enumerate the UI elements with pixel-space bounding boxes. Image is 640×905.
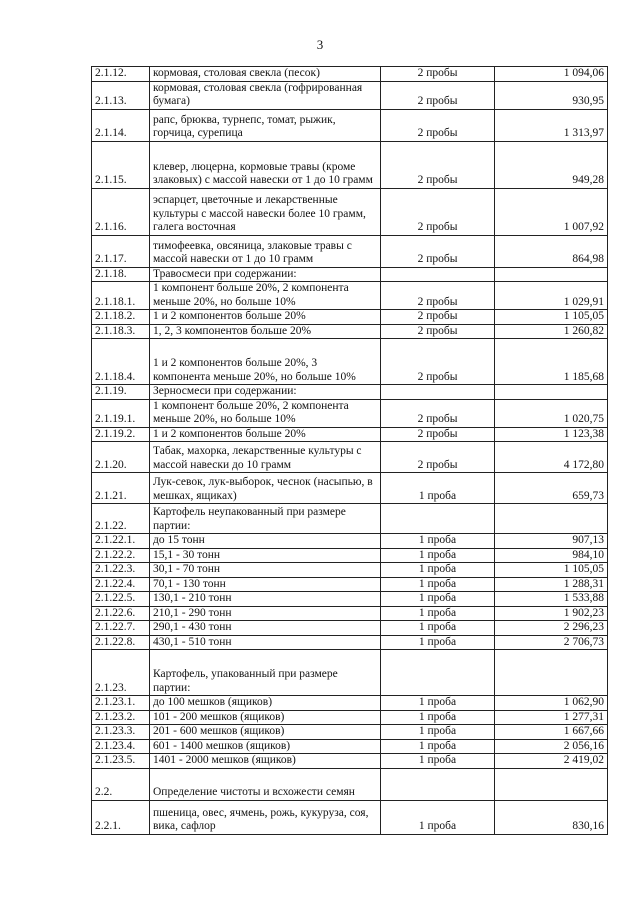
row-quantity: 1 проба (381, 534, 495, 549)
row-name: 430,1 - 510 тонн (150, 635, 381, 650)
row-price: 907,13 (495, 534, 608, 549)
table-row (92, 635, 608, 650)
table-row (92, 577, 608, 592)
table-row (92, 385, 608, 400)
row-name: Травосмеси при содержании: (150, 267, 381, 282)
row-price (495, 650, 608, 696)
row-name: тимофеевка, овсяница, злаковые травы с массой навески от 1 до 10 грамм (150, 235, 381, 267)
row-quantity: 1 проба (381, 473, 495, 504)
table-row (92, 504, 608, 534)
row-quantity (381, 267, 495, 282)
row-price: 1 185,68 (495, 339, 608, 385)
row-quantity (381, 504, 495, 534)
row-quantity: 2 пробы (381, 67, 495, 82)
row-code: 2.2.1. (92, 800, 150, 834)
table-row (92, 696, 608, 711)
table-row (92, 324, 608, 339)
row-name: Картофель неупакованный при размере партии: (150, 504, 381, 534)
table-row (92, 67, 608, 82)
row-name: рапс, брюква, турнепс, томат, рыжик, горчица, сурепица (150, 109, 381, 141)
row-name: Определение чистоты и всхожести семян (150, 768, 381, 800)
row-code: 2.1.18.1. (92, 282, 150, 310)
row-price: 1 105,05 (495, 563, 608, 578)
row-code: 2.1.22.5. (92, 592, 150, 607)
table-row (92, 768, 608, 800)
row-quantity: 2 пробы (381, 141, 495, 188)
row-code: 2.1.14. (92, 109, 150, 141)
row-quantity: 2 пробы (381, 282, 495, 310)
row-name: 1 и 2 компонентов больше 20%, 3 компонента меньше 20%, но больше 10% (150, 339, 381, 385)
row-quantity: 2 пробы (381, 442, 495, 473)
table-row (92, 427, 608, 442)
row-name: 1401 - 2000 мешков (ящиков) (150, 754, 381, 769)
row-code: 2.1.23. (92, 650, 150, 696)
row-code: 2.1.23.5. (92, 754, 150, 769)
row-name: кормовая, столовая свекла (песок) (150, 67, 381, 82)
row-price: 1 667,66 (495, 725, 608, 740)
row-quantity: 1 проба (381, 592, 495, 607)
table-row (92, 188, 608, 235)
row-price: 1 533,88 (495, 592, 608, 607)
table-row (92, 339, 608, 385)
row-name: 30,1 - 70 тонн (150, 563, 381, 578)
row-price: 2 296,23 (495, 621, 608, 636)
row-code: 2.1.12. (92, 67, 150, 82)
row-price (495, 267, 608, 282)
row-name: кормовая, столовая свекла (гофрированная бумага) (150, 81, 381, 109)
row-price: 2 419,02 (495, 754, 608, 769)
row-price: 1 007,92 (495, 188, 608, 235)
row-quantity: 1 проба (381, 739, 495, 754)
row-name: 130,1 - 210 тонн (150, 592, 381, 607)
row-code: 2.2. (92, 768, 150, 800)
row-code: 2.1.20. (92, 442, 150, 473)
row-price: 2 056,16 (495, 739, 608, 754)
row-code: 2.1.22.4. (92, 577, 150, 592)
row-code: 2.1.23.4. (92, 739, 150, 754)
row-code: 2.1.18.2. (92, 310, 150, 325)
row-quantity: 2 пробы (381, 399, 495, 427)
row-quantity: 2 пробы (381, 188, 495, 235)
row-name: Зерносмеси при содержании: (150, 385, 381, 400)
table-row (92, 534, 608, 549)
table-row (92, 739, 608, 754)
row-name: 290,1 - 430 тонн (150, 621, 381, 636)
table-row (92, 141, 608, 188)
row-code: 2.1.22.3. (92, 563, 150, 578)
row-price (495, 504, 608, 534)
row-code: 2.1.23.1. (92, 696, 150, 711)
row-quantity: 1 проба (381, 635, 495, 650)
row-name: клевер, люцерна, кормовые травы (кроме злаковых) с массой навески от 1 до 10 грамм (150, 141, 381, 188)
row-price: 830,16 (495, 800, 608, 834)
row-quantity: 1 проба (381, 621, 495, 636)
row-code: 2.1.22.2. (92, 548, 150, 563)
table-row (92, 235, 608, 267)
table-row (92, 81, 608, 109)
row-price: 984,10 (495, 548, 608, 563)
row-code: 2.1.22.1. (92, 534, 150, 549)
row-code: 2.1.22. (92, 504, 150, 534)
row-quantity: 2 пробы (381, 235, 495, 267)
row-code: 2.1.18. (92, 267, 150, 282)
table-row (92, 606, 608, 621)
row-price: 2 706,73 (495, 635, 608, 650)
row-code: 2.1.13. (92, 81, 150, 109)
row-code: 2.1.19.2. (92, 427, 150, 442)
row-price: 1 277,31 (495, 710, 608, 725)
row-quantity: 2 пробы (381, 81, 495, 109)
table-row (92, 710, 608, 725)
row-code: 2.1.19.1. (92, 399, 150, 427)
row-price: 1 094,06 (495, 67, 608, 82)
row-quantity (381, 650, 495, 696)
row-price: 949,28 (495, 141, 608, 188)
row-quantity: 1 проба (381, 800, 495, 834)
page-number: 3 (316, 37, 324, 52)
table-row (92, 310, 608, 325)
table-row (92, 800, 608, 834)
row-price: 1 123,38 (495, 427, 608, 442)
row-code: 2.1.18.4. (92, 339, 150, 385)
row-name: 210,1 - 290 тонн (150, 606, 381, 621)
table-row (92, 754, 608, 769)
row-price: 1 313,97 (495, 109, 608, 141)
row-code: 2.1.15. (92, 141, 150, 188)
row-quantity: 1 проба (381, 725, 495, 740)
row-quantity (381, 768, 495, 800)
row-code: 2.1.22.6. (92, 606, 150, 621)
row-price: 659,73 (495, 473, 608, 504)
row-code: 2.1.17. (92, 235, 150, 267)
table-row (92, 109, 608, 141)
row-name: 101 - 200 мешков (ящиков) (150, 710, 381, 725)
row-name: 601 - 1400 мешков (ящиков) (150, 739, 381, 754)
row-code: 2.1.23.3. (92, 725, 150, 740)
table-row (92, 473, 608, 504)
row-price: 1 902,23 (495, 606, 608, 621)
table-row (92, 650, 608, 696)
row-name: Лук-севок, лук-выборок, чеснок (насыпью, в мешках, ящиках) (150, 473, 381, 504)
row-name: до 15 тонн (150, 534, 381, 549)
row-quantity: 2 пробы (381, 310, 495, 325)
row-name: 1 компонент больше 20%, 2 компонента меньше 20%, но больше 10% (150, 399, 381, 427)
row-quantity: 1 проба (381, 710, 495, 725)
row-name: 201 - 600 мешков (ящиков) (150, 725, 381, 740)
row-name: 15,1 - 30 тонн (150, 548, 381, 563)
row-price (495, 385, 608, 400)
row-code: 2.1.22.7. (92, 621, 150, 636)
row-name: Табак, махорка, лекарственные культуры с массой навески до 10 грамм (150, 442, 381, 473)
row-name: 1 и 2 компонентов больше 20% (150, 427, 381, 442)
row-quantity: 2 пробы (381, 339, 495, 385)
table-row (92, 592, 608, 607)
row-price: 930,95 (495, 81, 608, 109)
table-row (92, 399, 608, 427)
table-row (92, 621, 608, 636)
table-row (92, 267, 608, 282)
table-row (92, 725, 608, 740)
row-name: 1 компонент больше 20%, 2 компонента меньше 20%, но больше 10% (150, 282, 381, 310)
row-price: 1 260,82 (495, 324, 608, 339)
row-name: 1 и 2 компонентов больше 20% (150, 310, 381, 325)
row-price: 864,98 (495, 235, 608, 267)
row-price: 1 029,91 (495, 282, 608, 310)
row-code: 2.1.18.3. (92, 324, 150, 339)
row-name: Картофель, упакованный при размере партии: (150, 650, 381, 696)
table-row (92, 563, 608, 578)
row-price: 4 172,80 (495, 442, 608, 473)
row-price: 1 288,31 (495, 577, 608, 592)
row-name: пшеница, овес, ячмень, рожь, кукуруза, соя, вика, сафлор (150, 800, 381, 834)
table-row (92, 282, 608, 310)
price-table (91, 66, 608, 835)
row-quantity: 2 пробы (381, 427, 495, 442)
row-name: 1, 2, 3 компонентов больше 20% (150, 324, 381, 339)
row-quantity: 1 проба (381, 606, 495, 621)
row-price (495, 768, 608, 800)
row-quantity: 1 проба (381, 696, 495, 711)
table-row (92, 548, 608, 563)
table-row (92, 442, 608, 473)
row-quantity: 1 проба (381, 548, 495, 563)
row-quantity: 1 проба (381, 754, 495, 769)
row-quantity: 1 проба (381, 563, 495, 578)
row-name: 70,1 - 130 тонн (150, 577, 381, 592)
row-price: 1 020,75 (495, 399, 608, 427)
row-code: 2.1.16. (92, 188, 150, 235)
row-quantity: 2 пробы (381, 109, 495, 141)
row-price: 1 062,90 (495, 696, 608, 711)
row-quantity: 1 проба (381, 577, 495, 592)
price-table-body (92, 67, 608, 835)
row-quantity (381, 385, 495, 400)
row-name: эспарцет, цветочные и лекарственные культуры с массой навески более 10 грамм, галега восточная (150, 188, 381, 235)
row-name: до 100 мешков (ящиков) (150, 696, 381, 711)
row-quantity: 2 пробы (381, 324, 495, 339)
row-code: 2.1.23.2. (92, 710, 150, 725)
row-code: 2.1.19. (92, 385, 150, 400)
row-price: 1 105,05 (495, 310, 608, 325)
row-code: 2.1.21. (92, 473, 150, 504)
row-code: 2.1.22.8. (92, 635, 150, 650)
